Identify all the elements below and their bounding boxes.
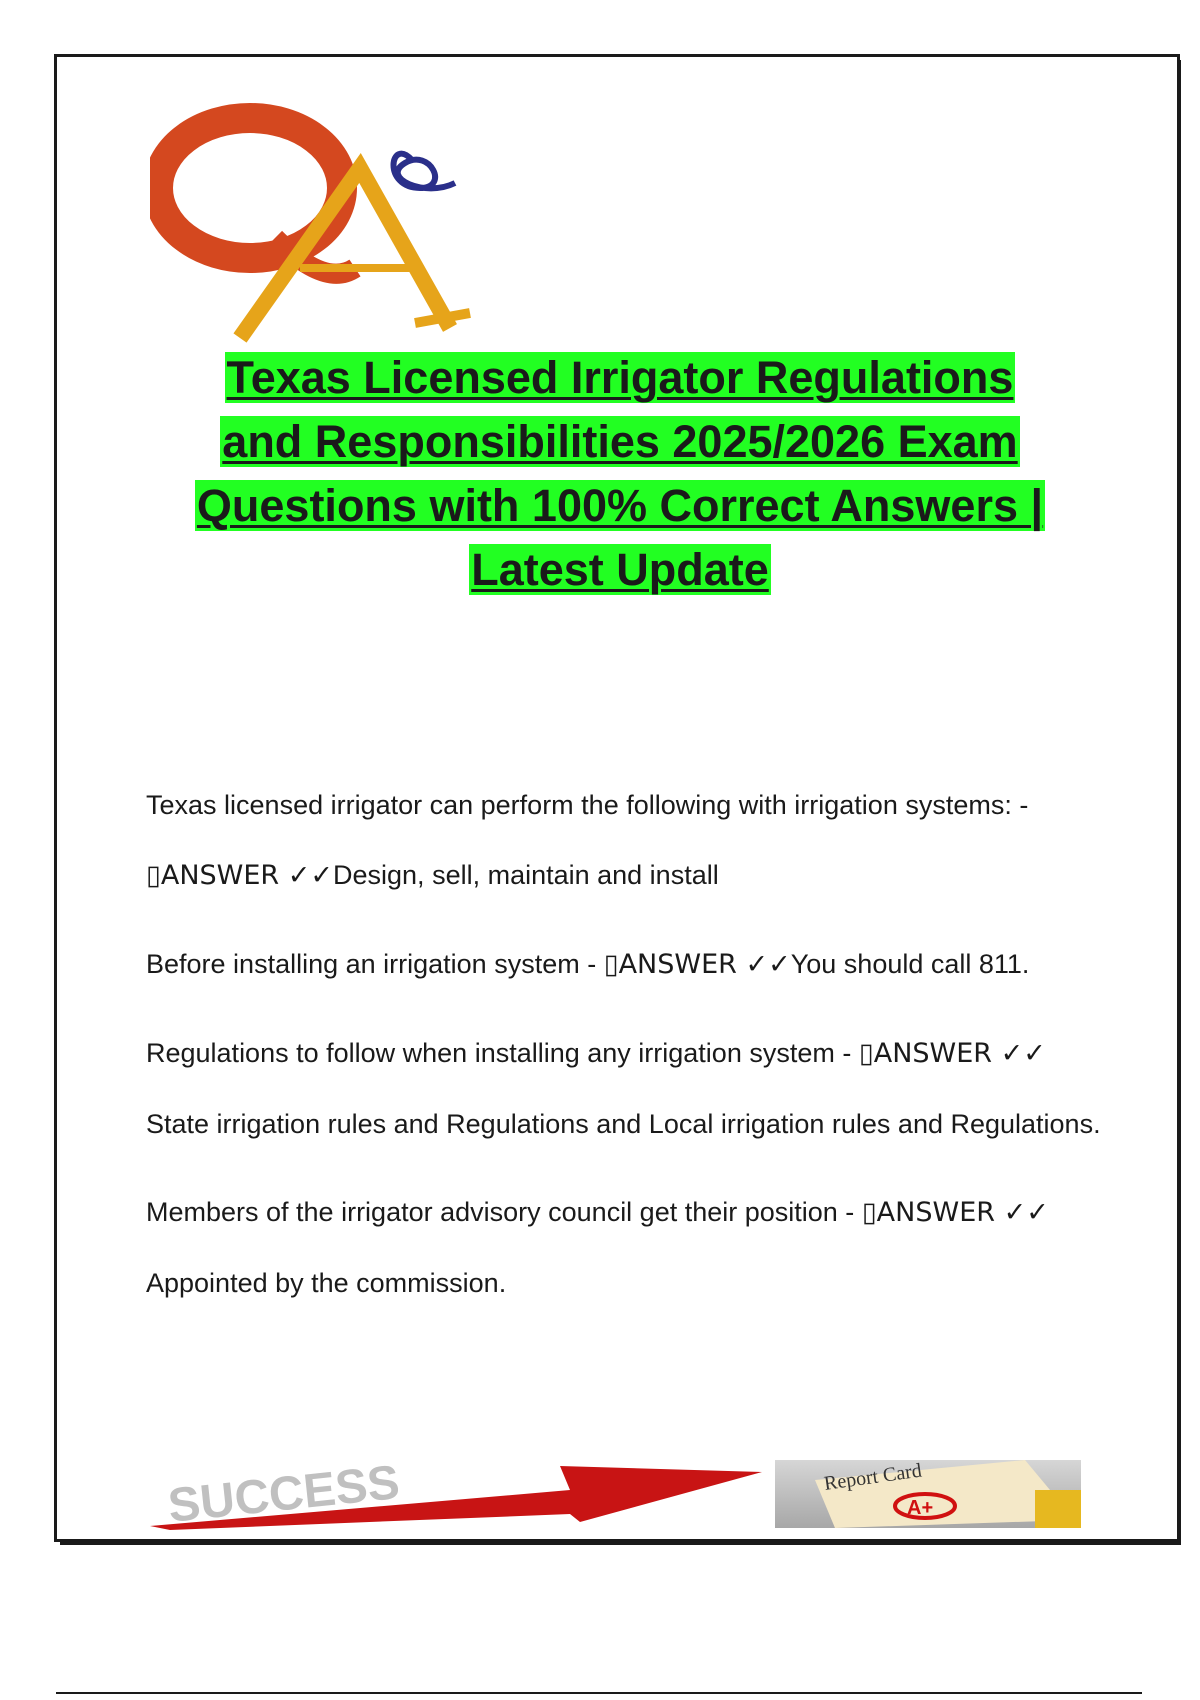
success-text: SUCCESS [165,1456,402,1530]
answer-label: ▯ANSWER ✓✓ [861,1197,1049,1228]
report-card-text: Report Card [822,1460,924,1495]
qa-item [146,770,1106,911]
question-text: Regulations to follow when installing any irrigation system - [146,1038,852,1068]
q-and-a-logo-icon [150,78,480,348]
answer-text: Appointed by the commission. [146,1268,507,1298]
answer-text: You should call 811. [790,949,1030,979]
qa-item [146,929,1106,1000]
report-card-grade: A+ [907,1497,934,1519]
answer-label: ▯ANSWER ✓✓ [146,860,334,891]
document-title [100,346,1140,602]
title-line: Latest Update [471,544,769,595]
question-text: Texas licensed irrigator can perform the following with irrigation systems: - [146,790,1029,820]
question-text: Before installing an irrigation system - [146,949,597,979]
answer-label: ▯ANSWER ✓✓ [858,1038,1046,1069]
answer-text: Design, sell, maintain and install [333,860,719,890]
footer-images [150,1456,1090,1530]
title-line: Questions with 100% Correct Answers | [196,480,1044,531]
title-line: Texas Licensed Irrigator Regulations [226,352,1014,403]
qa-item [146,1177,1106,1318]
answer-label: ▯ANSWER ✓✓ [603,949,791,980]
answer-text: State irrigation rules and Regulations and Local irrigation rules and Regulations. [146,1109,1101,1139]
success-arrow-icon [150,1456,770,1530]
page-bottom-rule [56,1692,1142,1694]
title-line: and Responsibilities 2025/2026 Exam [222,416,1018,467]
report-card-icon [775,1460,1081,1528]
qa-list [146,770,1106,1336]
qa-item [146,1018,1106,1159]
question-text: Members of the irrigator advisory council get their position - [146,1197,855,1227]
